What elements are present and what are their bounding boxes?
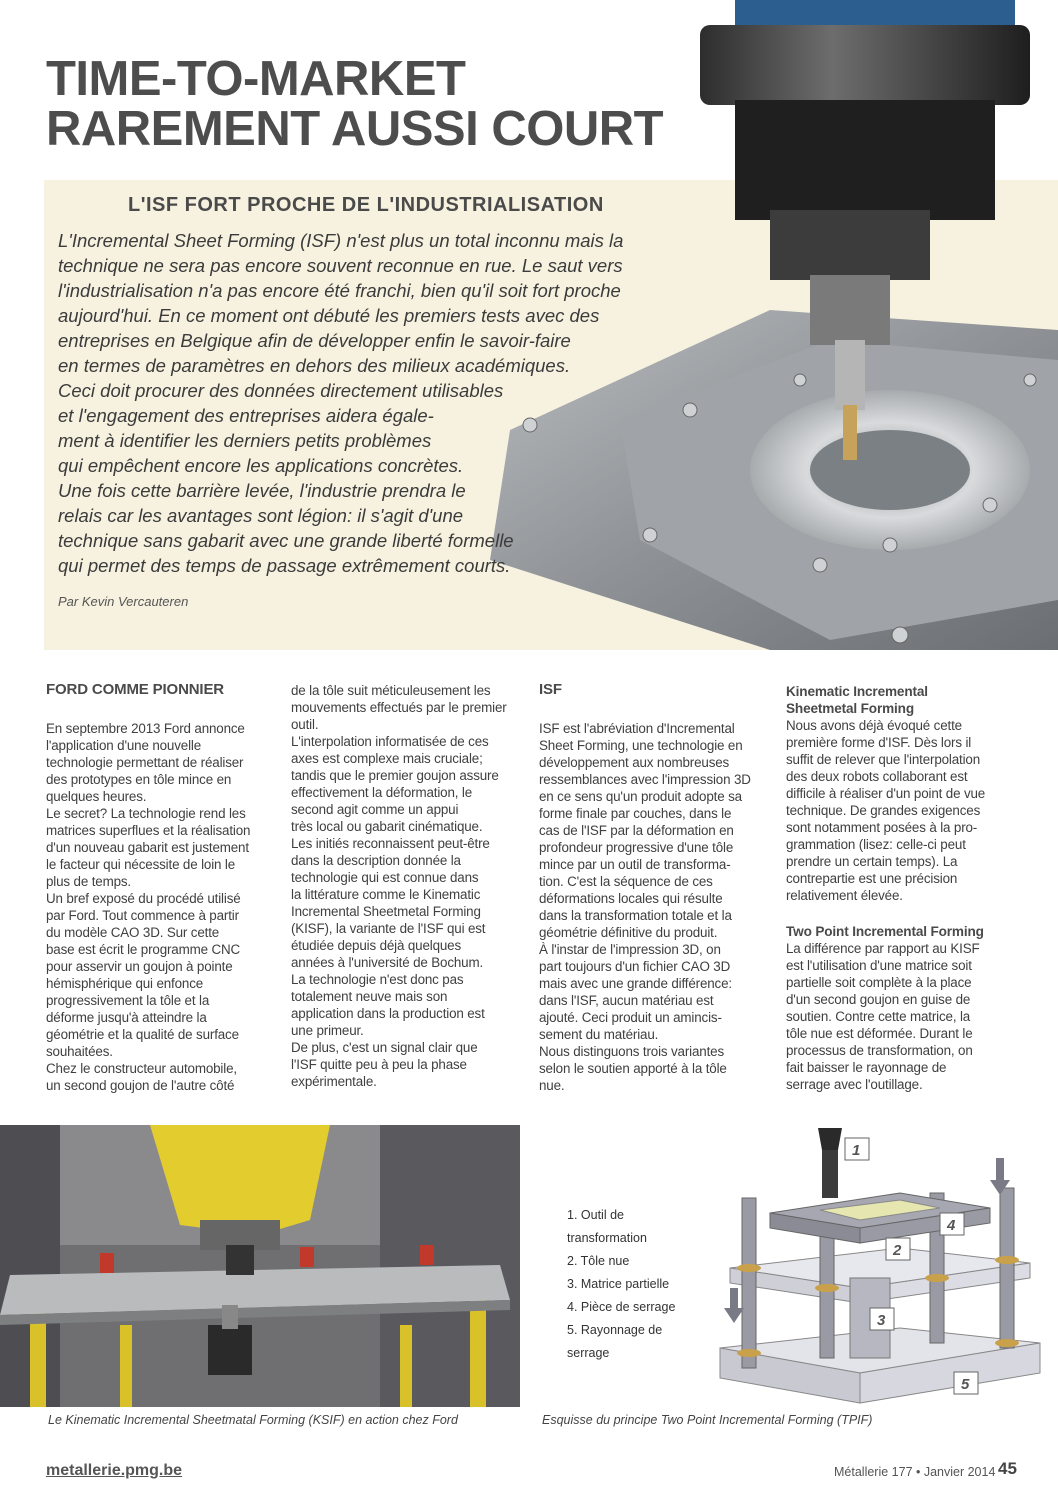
body-line: La technologie n'est donc pas [291,972,464,987]
body-line: serrage avec l'outillage. [786,1077,923,1092]
body-line: De plus, c'est un signal clair que [291,1040,478,1055]
body-line: expérimentale. [291,1074,377,1089]
body-line: des deux robots collaborant est [786,769,968,784]
body-line: sement du matériau. [539,1027,659,1042]
body-line: hémisphérique qui enfonce [46,976,204,991]
body-line: très local ou gabarit cinématique. [291,819,483,834]
body-line: d'un nouveau gabarit est justement [46,840,249,855]
body-line: tôle nue est déformée. Durant le [786,1026,973,1041]
body-line: mince par un outil de transforma- [539,857,731,872]
body-line: le facteur qui nécessite de loin le [46,857,236,872]
body-line: Sheet Forming, une technologie en [539,738,743,753]
body-line: mais avec une grande différence: [539,976,732,991]
body-line: grammation (lisez: celle-ci peut [786,837,966,852]
body-line: totalement neuve mais son [291,989,448,1004]
section-heading-isf: ISF [539,681,562,698]
body-line: en ce sens qu'un produit adopte sa [539,789,742,804]
body-line: dans la description donnée la [291,853,461,868]
intro-body [58,228,623,578]
legend-line: 4. Pièce de serrage [567,1300,676,1314]
body-line: Un bref exposé du procédé utilisé [46,891,241,906]
body-line: l'ISF quitte peu à peu la phase [291,1057,467,1072]
callout-5: 5 [961,1376,970,1393]
body-line: La différence par rapport au KISF [786,941,980,956]
body-line: est l'utilisation d'une matrice soit [786,958,972,973]
tpif-diagram [700,1128,1056,1408]
callout-2: 2 [893,1242,902,1259]
body-line: (KISF), la variante de l'ISF qui est [291,921,486,936]
intro-line: en termes de paramètres en dehors des milieux académiques. [58,355,571,376]
intro-line: qui empêchent encore les applications concrètes. [58,455,464,476]
body-line: progressivement la tôle et la [46,993,210,1008]
body-line: technologie permettant de réaliser [46,755,244,770]
intro-line: et l'engagement des entreprises aidera égale- [58,405,434,426]
body-line: déformations locales qui résulte [539,891,723,906]
body-line: plus de temps. [46,874,131,889]
body-line: souhaitées. [46,1044,113,1059]
column-2 [291,682,507,1090]
photo-caption: Le Kinematic Incremental Sheetmatal Forming (KSIF) en action chez Ford [48,1413,458,1427]
column-1 [46,680,250,1094]
body-line: partielle soit complète à la place [786,975,972,990]
diagram-caption: Esquisse du principe Two Point Incremental Forming (TPIF) [542,1413,873,1427]
intro-line: ment à identifier les derniers petits problèmes [58,430,432,451]
intro-line: technique sans gabarit avec une grande liberté formelle [58,530,514,551]
footer-issue: Métallerie 177 • Janvier 2014 [834,1465,996,1479]
intro-line: L'Incremental Sheet Forming (ISF) n'est plus un total inconnu mais la [58,230,624,251]
diagram-legend [567,1204,675,1365]
body-line: ISF est l'abréviation d'Incremental [539,721,735,736]
body-line: effectivement la déformation, le [291,785,473,800]
body-line: nue. [539,1078,565,1093]
body-line: difficile à réaliser d'un point de vue [786,786,986,801]
callout-3: 3 [877,1312,886,1329]
legend-line: 3. Matrice partielle [567,1277,670,1291]
body-line: développement aux nombreuses [539,755,730,770]
body-line: la littérature comme le Kinematic [291,887,481,902]
callout-4: 4 [947,1217,956,1234]
title-line-1: TIME-TO-MARKET [46,52,466,106]
body-line: prendre un certain temps). La [786,854,958,869]
article-title [46,54,686,154]
byline: Par Kevin Vercauteren [58,594,189,609]
body-line: l'application d'une nouvelle [46,738,202,753]
page-number: 45 [998,1459,1017,1478]
body-line: axes est complexe mais cruciale; [291,751,483,766]
section-heading-tpif: Two Point Incremental Forming [786,924,984,939]
body-line: par Ford. Tout commence à partir [46,908,239,923]
callout-1: 1 [852,1142,861,1159]
intro-line: Ceci doit procurer des données directement utilisables [58,380,504,401]
body-line: du modèle CAO 3D. Sur cette [46,925,220,940]
body-line: fait baisser le rayonnage de [786,1060,947,1075]
body-line: Chez le constructeur automobile, [46,1061,237,1076]
body-line: d'un second goujon en guise de [786,992,971,1007]
body-line: technologie qui est connue dans [291,870,479,885]
body-line: Nous avons déjà évoqué cette [786,718,962,733]
intro-heading: L'ISF FORT PROCHE DE L'INDUSTRIALISATION [128,194,604,216]
body-line: technique. De grandes exigences [786,803,981,818]
body-line: forme finale par couches, dans le [539,806,732,821]
body-line: déforme jusqu'à atteindre la [46,1010,207,1025]
title-line-2: RAREMENT AUSSI COURT [46,102,664,156]
body-line: En septembre 2013 Ford annonce [46,721,245,736]
body-line: une primeur. [291,1023,364,1038]
intro-line: aujourd'hui. En ce moment ont débuté les premiers tests avec des [58,305,600,326]
section-heading-ford: FORD COMME PIONNIER [46,681,224,698]
body-line: années à l'université de Bochum. [291,955,484,970]
body-line: processus de transformation, on [786,1043,973,1058]
body-line: tion. C'est la séquence de ces [539,874,713,889]
legend-line: 2. Tôle nue [567,1254,630,1268]
body-line: Incremental Sheetmetal Forming [291,904,481,919]
body-line: profondeur progressive d'une tôle [539,840,734,855]
body-line: dans la transformation totale et la [539,908,732,923]
footer-website-link[interactable]: metallerie.pmg.be [46,1462,183,1479]
body-line: relativement élevée. [786,888,903,903]
body-line: application dans la production est [291,1006,485,1021]
body-line: pour asservir un goujon à pointe [46,959,233,974]
body-line: première forme d'ISF. Dès lors il [786,735,972,750]
intro-line: Une fois cette barrière levée, l'industrie prendra le [58,480,466,501]
intro-line: l'industrialisation n'a pas encore été franchi, bien qu'il soit fort proche [58,280,621,301]
legend-line: transformation [567,1231,647,1245]
body-line: des prototypes en tôle mince en [46,772,232,787]
intro-line: relais car les avantages sont légion: il s'agit d'une [58,505,464,526]
body-line: géométrie définitive du produit. [539,925,718,940]
body-line: géométrie et la qualité de surface [46,1027,239,1042]
body-line: suffit de relever que l'interpolation [786,752,981,767]
body-line: quelques heures. [46,789,147,804]
body-line: dans l'ISF, aucun matériau est [539,993,714,1008]
body-line: sont notamment posées à la pro- [786,820,978,835]
body-line: Les initiés reconnaissent peut-être [291,836,490,851]
legend-line: serrage [567,1346,610,1360]
intro-line: qui permet des temps de passage extrêmement courts. [58,555,511,576]
body-line: Nous distinguons trois variantes [539,1044,724,1059]
body-line: Le secret? La technologie rend les [46,806,246,821]
body-line: outil. [291,717,319,732]
body-line: second agit comme un appui [291,802,459,817]
intro-line: entreprises en Belgique afin de développer enfin le savoir-faire [58,330,571,351]
intro-line: technique ne sera pas encore souvent reconnue en rue. Le saut vers [58,255,623,276]
section-heading-kisf: Sheetmetal Forming [786,701,914,716]
legend-line: 5. Rayonnage de [567,1323,663,1337]
body-line: part toujours d'un fichier CAO 3D [539,959,731,974]
body-line: matrices superflues et la réalisation [46,823,251,838]
body-line: un second goujon de l'autre côté [46,1078,235,1093]
body-line: mouvements effectués par le premier [291,700,507,715]
column-3 [539,680,751,1094]
column-4 [786,683,985,1093]
body-line: étudiée depuis déjà quelques [291,938,462,953]
body-line: de la tôle suit méticuleusement les [291,683,491,698]
body-line: selon le soutien apporté à la tôle [539,1061,727,1076]
body-line: L'interpolation informatisée de ces [291,734,489,749]
section-heading-kisf: Kinematic Incremental [786,684,928,699]
body-line: À l'instar de l'impression 3D, on [539,942,721,957]
body-line: contrepartie est une précision [786,871,958,886]
body-line: soutien. Contre cette matrice, la [786,1009,971,1024]
body-line: base est écrit le programme CNC [46,942,241,957]
legend-line: 1. Outil de [567,1208,624,1222]
body-line: tandis que le premier goujon assure [291,768,499,783]
ford-kisf-photo [0,1125,520,1407]
body-line: ajouté. Ceci produit un amincis- [539,1010,722,1025]
body-line: cas de l'ISF par la déformation en [539,823,734,838]
body-line: ressemblances avec l'impression 3D [539,772,751,787]
